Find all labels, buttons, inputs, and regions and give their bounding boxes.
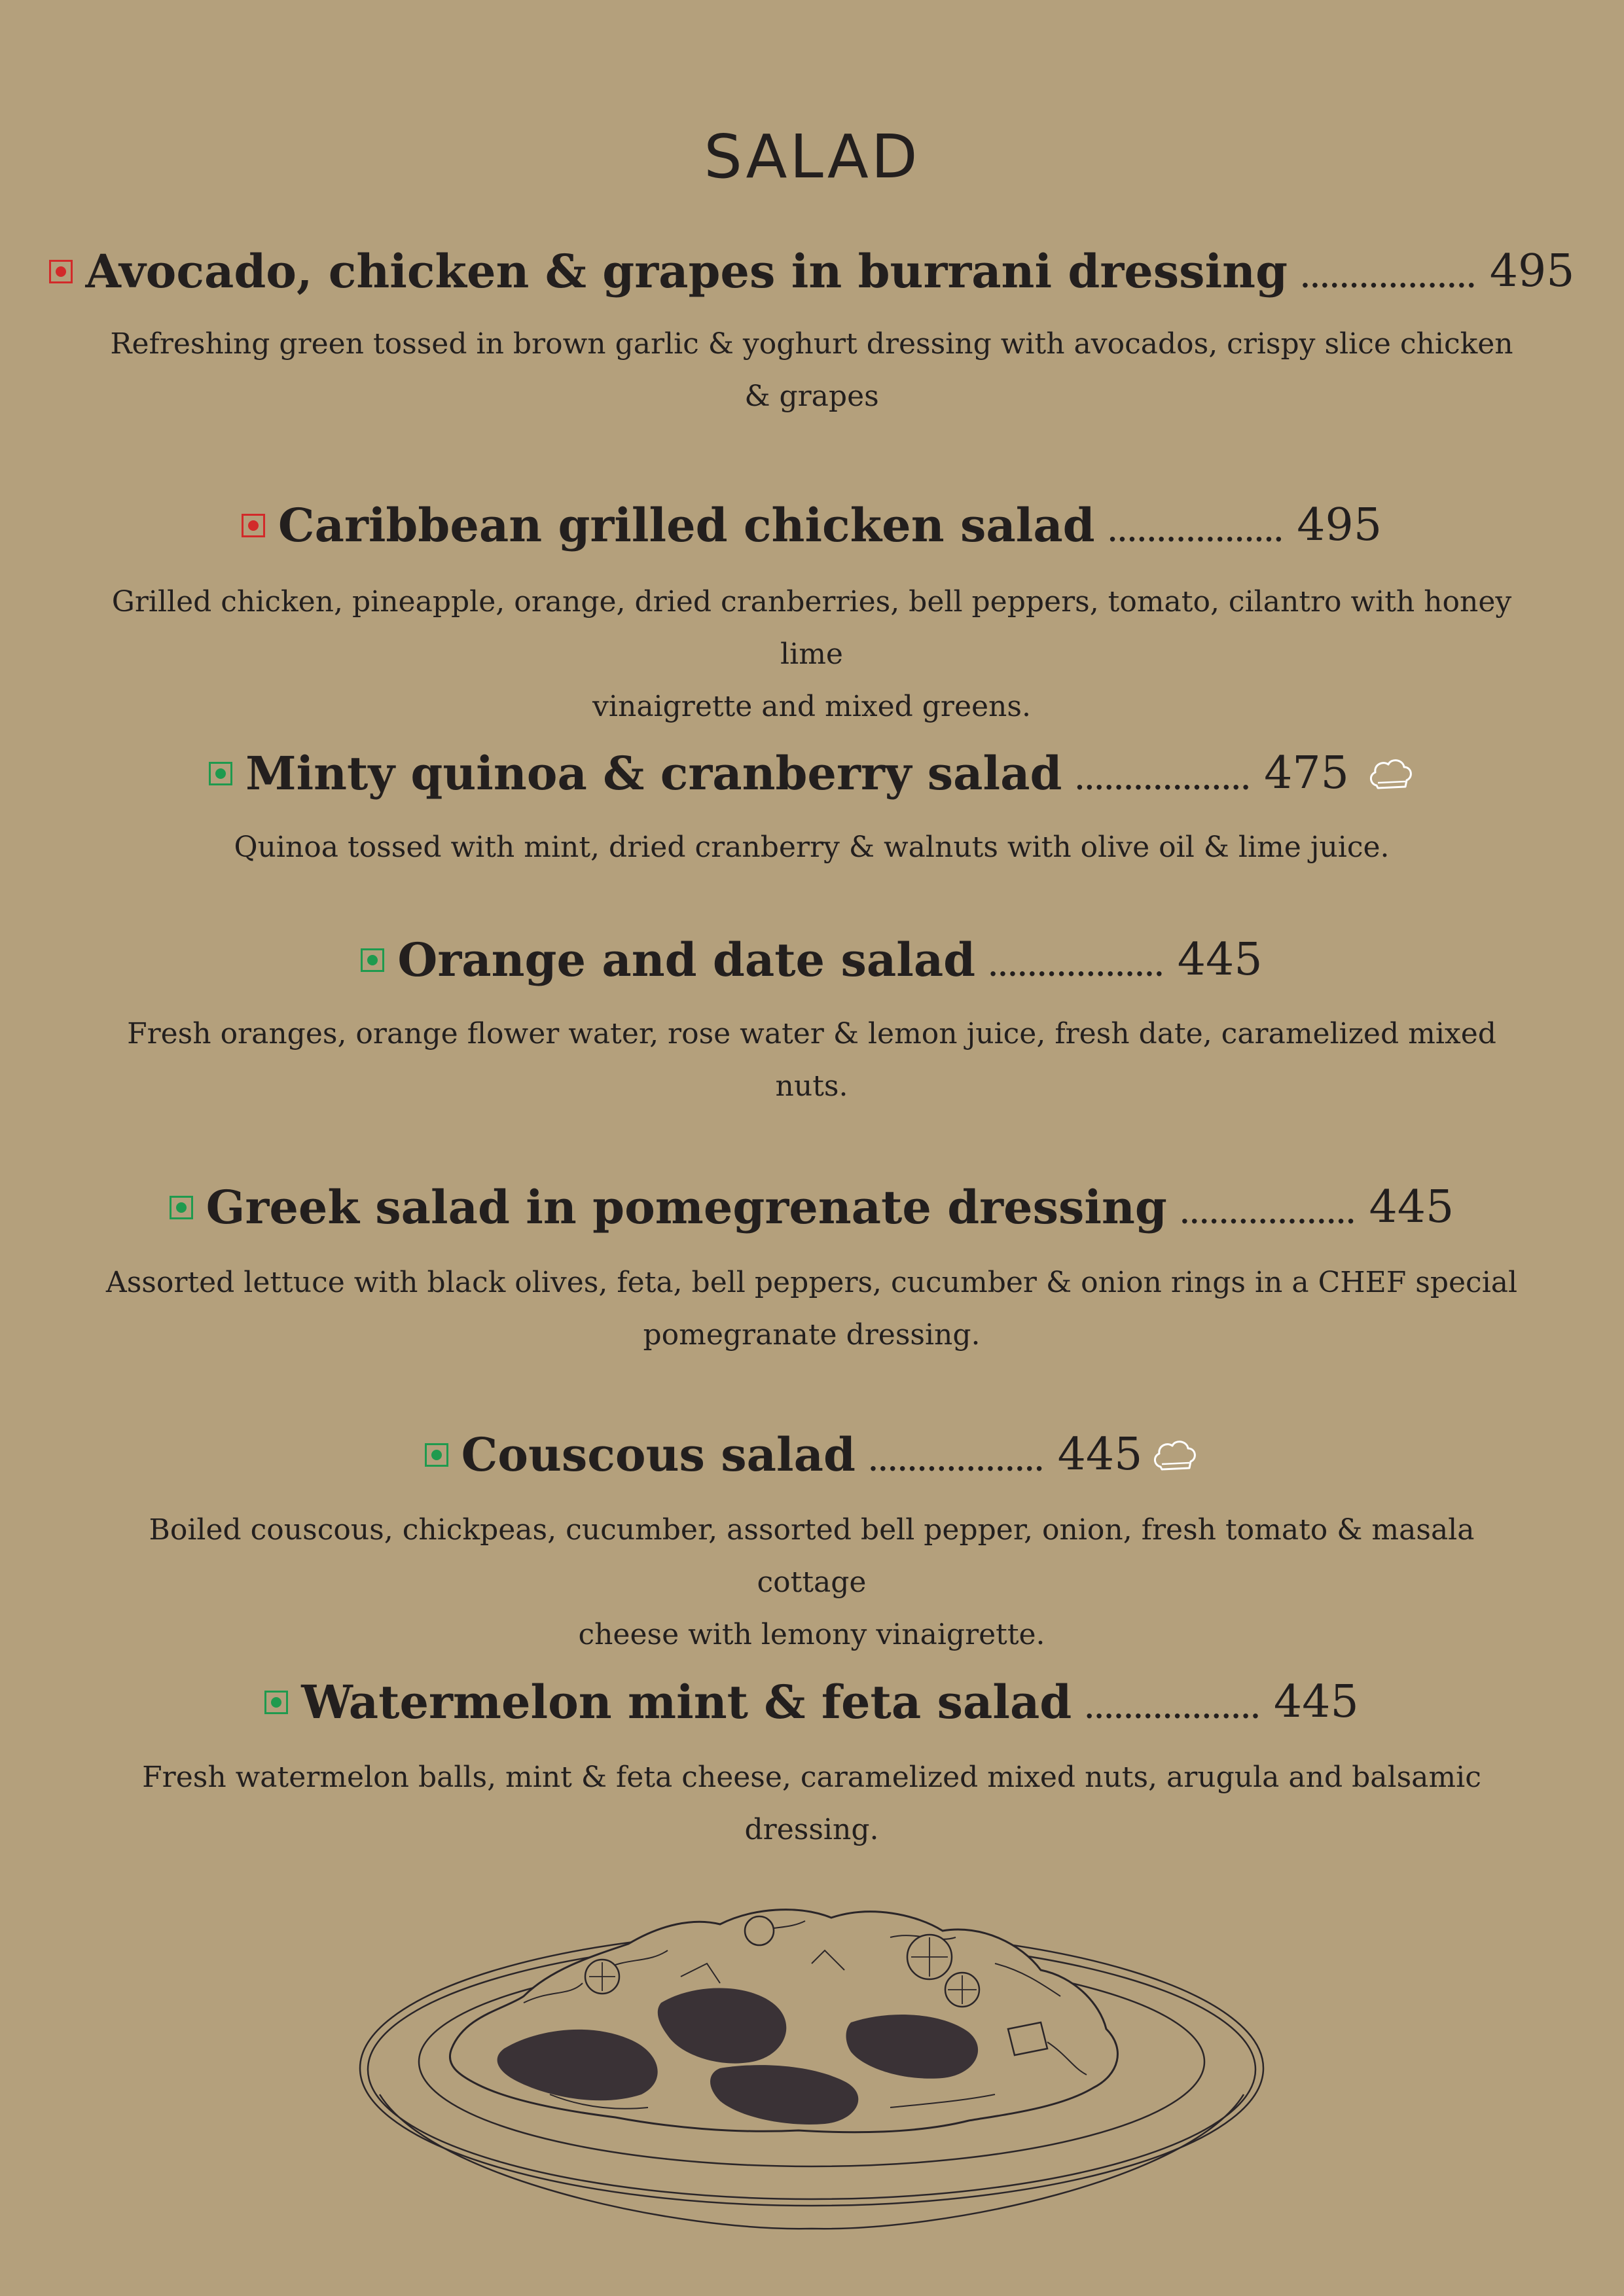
description-line: Quinoa tossed with mint, dried cranberry & walnuts with olive oil & lime juice. — [234, 831, 1390, 864]
item-name: Greek salad in pomegrenate dressing — [206, 1180, 1167, 1234]
menu-item-header — [98, 1426, 1525, 1484]
description-line: Fresh oranges, orange flower water, rose water & lemon juice, fresh date, caramelized mixed nuts. — [127, 1017, 1496, 1103]
veg-marker-icon — [361, 948, 384, 972]
item-price: 475 — [1264, 747, 1349, 799]
menu-item-header — [98, 496, 1525, 555]
description-line: Fresh watermelon balls, mint & feta cheese, caramelized mixed nuts, arugula and balsamic dressing. — [142, 1761, 1481, 1846]
menu-item — [98, 1426, 1525, 1661]
item-description — [98, 1504, 1525, 1661]
dot-leader: .................. — [1075, 764, 1252, 796]
item-price: 495 — [1489, 245, 1575, 297]
menu-item — [98, 496, 1525, 733]
chef-hat-icon — [1367, 754, 1415, 793]
veg-marker-icon — [209, 762, 232, 785]
menu-item-header — [98, 1673, 1525, 1732]
item-name: Couscous salad — [461, 1427, 856, 1482]
dot-leader: .................. — [1108, 516, 1284, 548]
description-line: pomegranate dressing. — [643, 1318, 981, 1352]
dot-leader: .................. — [1180, 1198, 1356, 1230]
item-price: 445 — [1273, 1676, 1359, 1728]
menu-item — [98, 744, 1525, 874]
item-description — [98, 821, 1525, 874]
item-description — [98, 1751, 1525, 1856]
item-description — [98, 1257, 1525, 1361]
item-price: 445 — [1057, 1429, 1143, 1480]
description-line: Boiled couscous, chickpeas, cucumber, assorted bell pepper, onion, fresh tomato & masala cottage — [149, 1513, 1475, 1599]
menu-item — [98, 931, 1525, 1113]
menu-item-header — [98, 1178, 1525, 1237]
item-name: Caribbean grilled chicken salad — [278, 498, 1095, 552]
salad-plate-illustration — [353, 1898, 1270, 2238]
non-veg-marker-icon — [242, 514, 265, 537]
item-name: Avocado, chicken & grapes in burrani dressing — [85, 244, 1288, 298]
description-line: Refreshing green tossed in brown garlic & yoghurt dressing with avocados, crispy slice chicken & grapes — [110, 327, 1513, 413]
item-price: 495 — [1297, 499, 1382, 551]
menu-item — [98, 1673, 1525, 1856]
dot-leader: .................. — [1301, 262, 1477, 294]
menu-item-header — [98, 931, 1525, 990]
veg-marker-icon — [170, 1196, 193, 1219]
menu-item — [85, 242, 1575, 423]
menu-item-header — [85, 242, 1575, 301]
veg-marker-icon — [425, 1443, 448, 1467]
item-name: Minty quinoa & cranberry salad — [245, 746, 1062, 800]
description-line: cheese with lemony vinaigrette. — [578, 1618, 1045, 1651]
item-description — [98, 318, 1525, 423]
dot-leader: .................. — [868, 1446, 1045, 1477]
section-title: SALAD — [704, 122, 920, 192]
item-description — [98, 576, 1525, 733]
dot-leader: .................. — [1085, 1693, 1261, 1725]
chef-hat-icon — [1151, 1435, 1199, 1475]
description-line: Assorted lettuce with black olives, feta, bell peppers, cucumber & onion rings in a CHEF special — [105, 1266, 1518, 1299]
description-line: vinaigrette and mixed greens. — [592, 690, 1031, 723]
menu-item-header — [98, 744, 1525, 803]
menu-item — [98, 1178, 1525, 1361]
item-name: Watermelon mint & feta salad — [301, 1675, 1072, 1729]
dot-leader: .................. — [988, 951, 1164, 982]
item-price: 445 — [1369, 1181, 1454, 1233]
non-veg-marker-icon — [49, 260, 73, 283]
item-description — [98, 1008, 1525, 1113]
item-price: 445 — [1177, 934, 1263, 986]
item-name: Orange and date salad — [397, 933, 976, 987]
description-line: Grilled chicken, pineapple, orange, dried cranberries, bell peppers, tomato, cilantro with honey lime — [111, 585, 1512, 671]
veg-marker-icon — [264, 1691, 288, 1714]
